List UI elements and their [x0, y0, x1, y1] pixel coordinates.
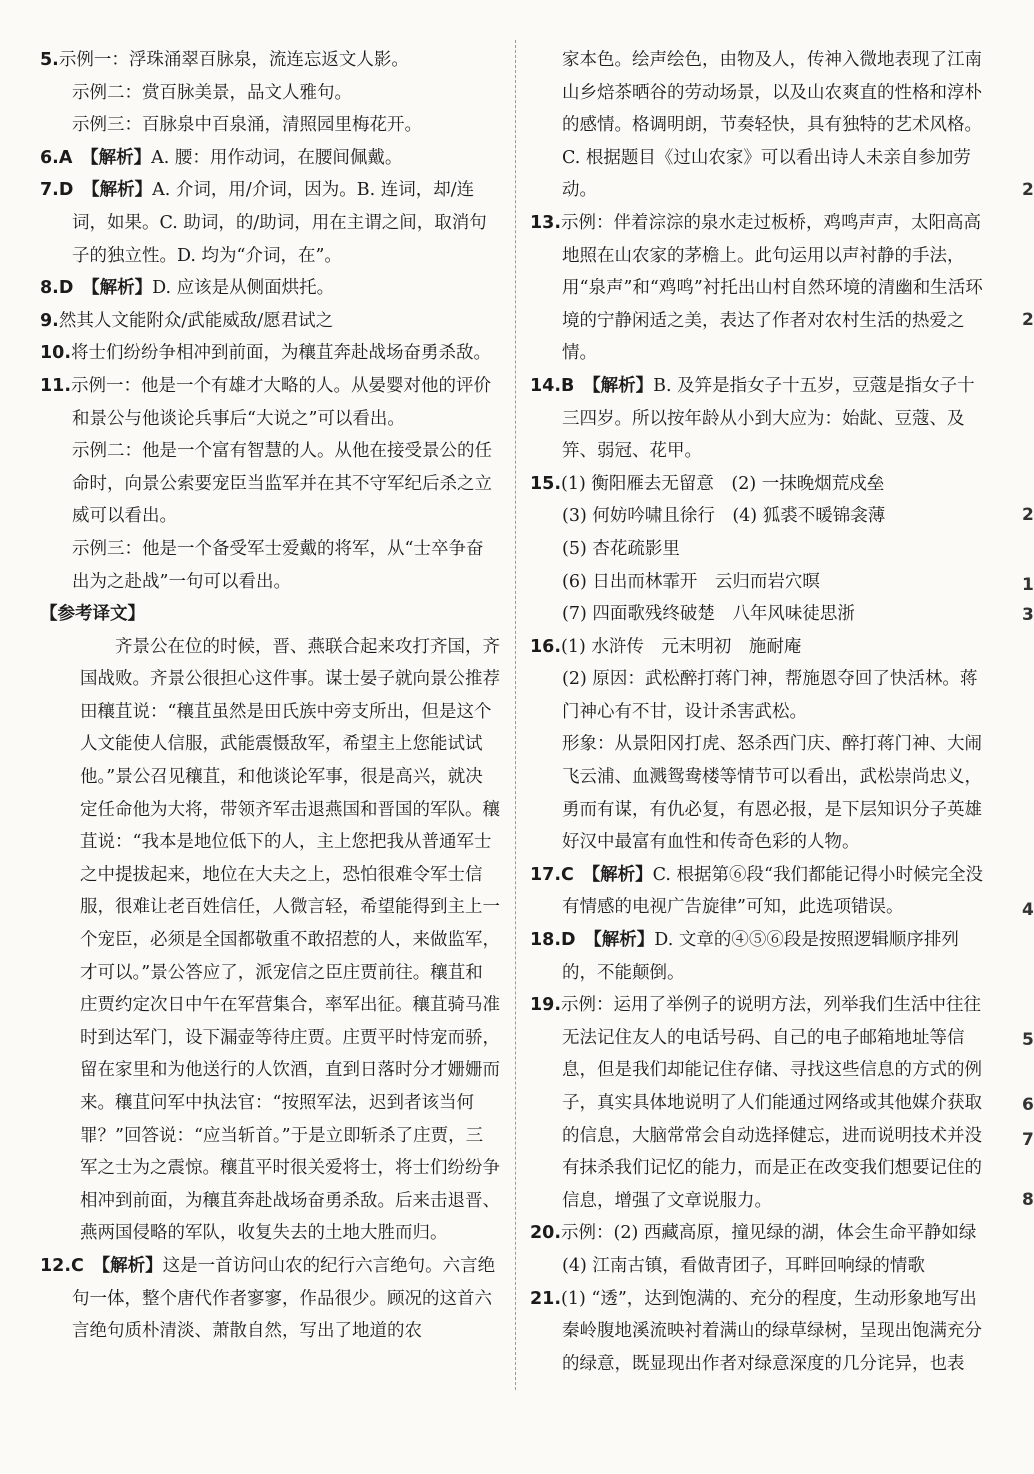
answer-12: 12.C 【解析】这是一首访问山农的纪行六言绝句。六言绝句一体，整个唐代作者寥寥，作品很少。顾况的这首六言绝句质朴清淡、萧散自然，写出了地道的农 [40, 1255, 496, 1342]
reference-translation: 齐景公在位的时候，晋、燕联合起来攻打齐国，齐国战败。齐景公很担心这件事。谋士晏子就向景公推荐田穰苴说：“穰苴虽然是田氏族中旁支所出，但是这个人文能使人信服，武能震慑敌军，希望主上您能试试他。”景公召见穰苴，和他谈论军事，很是高兴，就决定任命他为大将，带领齐军击退燕国和晋国的军队。穰苴说：“我本是地位低下的人，主上您把我从普通军士之中提拔起来，地位在大夫之上，恐怕很难令军士信服，很难让老百姓信任，人微言轻，希望能得到主上一个宠臣，必须是全国都敬重不敢招惹的人，来做监军，才可以。”景公答应了，派宠信之臣庄贾前往。穰苴和庄贾约定次日中午在军营集合，率军出征。穰苴骑马准时到达军门，设下漏壶等待庄贾。庄贾平时恃宠而骄，留在家里和为他送行的人饮酒，直到日落时分才姗姗而来。穰苴问军中执法官：“按照军法，迟到者该当何罪？”回答说：“应当斩首。”于是立即斩杀了庄贾，三军之士为之震惊。穰苴平时很关爱将士，将士们纷纷争相冲到前面，为穰苴奔赴战场奋勇杀敌。后来击退晋、燕两国侵略的军队，收复失去的土地大胜而归。 [80, 636, 500, 1244]
answer-7: 7.D 【解析】A. 介词，用/介词，因为。B. 连词，却/连词，如果。C. 助词，的/助词，用在主谓之间，取消句子的独立性。D. 均为“介词，在”。 [40, 180, 487, 266]
answer-11-example-3: 示例三：他是一个备受军士爱戴的将军，从“士卒争奋出为之赴战”一句可以看出。 [72, 538, 484, 592]
column-divider [515, 40, 516, 1390]
answer-15-line-4: (6) 日出而林霏开 云归而岩穴暝 [562, 571, 820, 592]
answer-21: 21.(1) “透”，达到饱满的、充分的程度，生动形象地写出秦岭腹地溪流映衬着满山的绿草绿树，呈现出饱满充分的绿意，既显现出作者对绿意深度的几分诧异，也表 [530, 1288, 982, 1374]
reference-translation-title: 【参考译文】 [40, 604, 145, 625]
edge-number: 2 [1022, 310, 1034, 330]
edge-number: 5 [1022, 1030, 1034, 1050]
answer-10: 10.将士们纷纷争相冲到前面，为穰苴奔赴战场奋勇杀敌。 [40, 343, 492, 364]
answer-9: 9.然其人文能附众/武能威敌/愿君试之 [40, 310, 334, 331]
answer-14: 14.B 【解析】B. 及笄是指女子十五岁，豆蔻是指女子十三四岁。所以按年龄从小到大应为：始龀、豆蔻、及笄、弱冠、花甲。 [530, 375, 975, 462]
answer-16-image: 形象：从景阳冈打虎、怒杀西门庆、醉打蒋门神、大闹飞云浦、血溅鸳鸯楼等情节可以看出，武松崇尚忠义，勇而有谋，有仇必复，有恩必报，是下层知识分子英雄好汉中最富有血性和传奇色彩的人物。 [562, 734, 982, 853]
answer-17: 17.C 【解析】C. 根据第⑥段“我们都能记得小时候完全没有情感的电视广告旋律”可知，此选项错误。 [530, 864, 983, 918]
edge-number: 6 [1022, 1095, 1034, 1115]
answer-8: 8.D 【解析】D. 应该是从侧面烘托。 [40, 278, 335, 299]
answer-20-line-2: (4) 江南古镇，看做青团子，耳畔回响绿的情歌 [562, 1255, 925, 1276]
answer-18: 18.D 【解析】D. 文章的④⑤⑥段是按照逻辑顺序排列的，不能颠倒。 [530, 930, 959, 983]
edge-number: 2 [1022, 180, 1034, 200]
answer-11-example-2: 示例二：他是一个富有智慧的人。从他在接受景公的任命时，向景公索要宠臣当监军并在其不守军纪后杀之立威可以看出。 [72, 441, 492, 527]
answer-12-continued: 家本色。绘声绘色，由物及人，传神入微地表现了江南山乡焙茶晒谷的劳动场景，以及山农爽直的性格和淳朴的感情。格调明朗，节奏轻快，具有独特的艺术风格。C. 根据题目《过山农家》可以看出诗人未亲自参加劳动。 [562, 50, 982, 201]
answer-5-example-2: 示例二：赏百脉美景，品文人雅句。 [72, 82, 352, 103]
answer-15-line-5: (7) 四面歌残终破楚 八年风味徒思浙 [562, 604, 855, 625]
edge-number: 4 [1022, 900, 1034, 920]
answer-15: 15.(1) 衡阳雁去无留意 (2) 一抹晚烟荒戍垒 [530, 473, 885, 494]
answer-13: 13.示例：伴着淙淙的泉水走过板桥，鸡鸣声声，太阳高高地照在山农家的茅檐上。此句运用以声衬静的手法，用“泉声”和“鸡鸣”衬托出山村自然环境的清幽和生活环境的宁静闲适之美，表达了作者对农村生活的热爱之情。 [530, 212, 983, 364]
answer-11: 11.示例一：他是一个有雄才大略的人。从晏婴对他的评价和景公与他谈论兵事后“大说之”可以看出。 [40, 375, 492, 429]
edge-number: 8 [1022, 1190, 1034, 1210]
answer-16-reason: (2) 原因：武松醉打蒋门神，帮施恩夺回了快活林。蒋门神心有不甘，设计杀害武松。 [562, 669, 978, 722]
left-column [40, 44, 500, 1348]
answer-5: 5.示例一：浮珠涌翠百脉泉，流连忘返文人影。 [40, 50, 409, 70]
answer-20: 20.示例：(2) 西藏高原，撞见绿的湖，体会生命平静如绿 [530, 1223, 977, 1244]
edge-number: 2 [1022, 505, 1034, 525]
answer-6: 6.A 【解析】A. 腰：用作动词，在腰间佩戴。 [40, 147, 403, 168]
edge-number: 1 [1022, 575, 1034, 595]
right-column [530, 44, 992, 1380]
answer-5-example-3: 示例三：百脉泉中百泉涌，清照园里梅花开。 [72, 115, 422, 136]
answer-19: 19.示例：运用了举例子的说明方法，列举我们生活中往往无法记住友人的电话号码、自己的电子邮箱地址等信息，但是我们却能记住存储、寻找这些信息的方式的例子，真实具体地说明了人们能通过网络或其他媒介获取的信息，大脑常常会自动选择健忘，进而说明技术并没有抹杀我们记忆的能力，而是正在改变我们想要记住的信息，增强了文章说服力。 [530, 995, 982, 1211]
edge-number: 7 [1022, 1130, 1034, 1150]
edge-number: 3 [1022, 605, 1034, 625]
answer-15-line-3: (5) 杏花疏影里 [562, 538, 680, 559]
answer-16: 16.(1) 水浒传 元末明初 施耐庵 [530, 636, 802, 657]
answer-15-line-2: (3) 何妨吟啸且徐行 (4) 狐裘不暖锦衾薄 [562, 506, 886, 527]
